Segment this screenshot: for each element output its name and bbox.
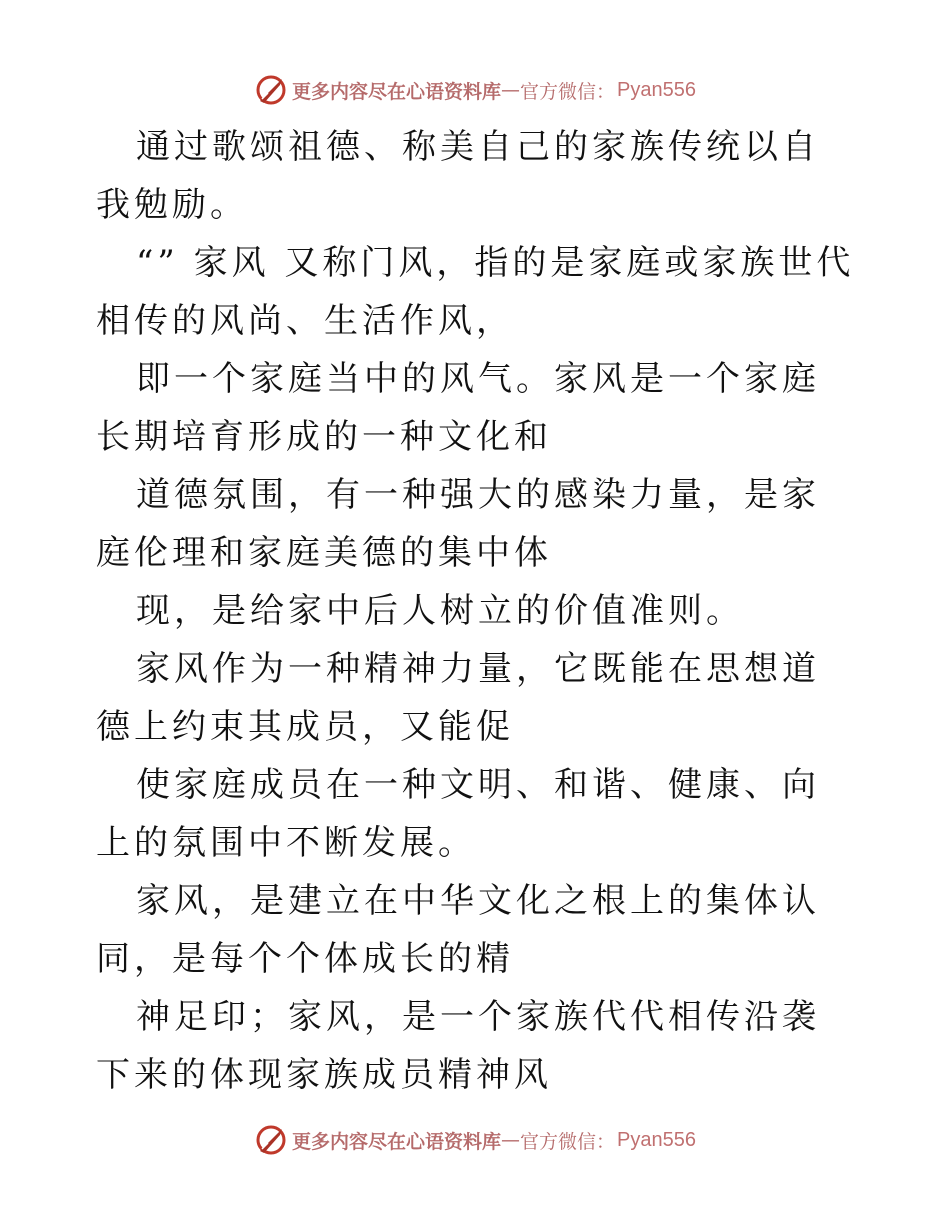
paragraph-9: 神足印；家风，是一个家族代代相传沿袭下来的体现家族成员精神风 [96, 997, 820, 1095]
header-wechat-id: Pyan556 [617, 78, 696, 101]
header-wechat-label: 官方微信： [520, 80, 616, 103]
footer-wechat-label: 官方微信： [520, 1130, 616, 1153]
paragraph-6: 家风作为一种精神力量，它既能在思想道德上约束其成员，又能促 [96, 649, 820, 747]
document-body [96, 118, 856, 1104]
paragraph-7: 使家庭成员在一种文明、和谐、健康、向上的氛围中不断发展。 [96, 765, 820, 863]
paragraph-8: 家风，是建立在中华文化之根上的集体认同，是每个个体成长的精 [96, 881, 820, 979]
quill-logo-icon [254, 1123, 288, 1157]
footer-separator: — [501, 1129, 521, 1151]
footer-banner [0, 1120, 950, 1160]
header-separator: — [501, 79, 521, 101]
footer-wechat-id: Pyan556 [617, 1128, 696, 1151]
header-banner [0, 70, 950, 110]
header-site-name: 更多内容尽在心语资料库 [292, 80, 502, 103]
paragraph-1: 通过歌颂祖德、称美自己的家族传统以自我勉励。 [96, 127, 820, 225]
paragraph-5: 现，是给家中后人树立的价值准则。 [136, 591, 744, 631]
paragraph-2: “” 家风 又称门风，指的是家庭或家族世代相传的风尚、生活作风， [96, 243, 855, 341]
paragraph-4: 道德氛围，有一种强大的感染力量，是家庭伦理和家庭美德的集中体 [96, 475, 820, 573]
quill-logo-icon [254, 73, 288, 107]
footer-site-name: 更多内容尽在心语资料库 [292, 1130, 502, 1153]
paragraph-3: 即一个家庭当中的风气。家风是一个家庭长期培育形成的一种文化和 [96, 359, 820, 457]
